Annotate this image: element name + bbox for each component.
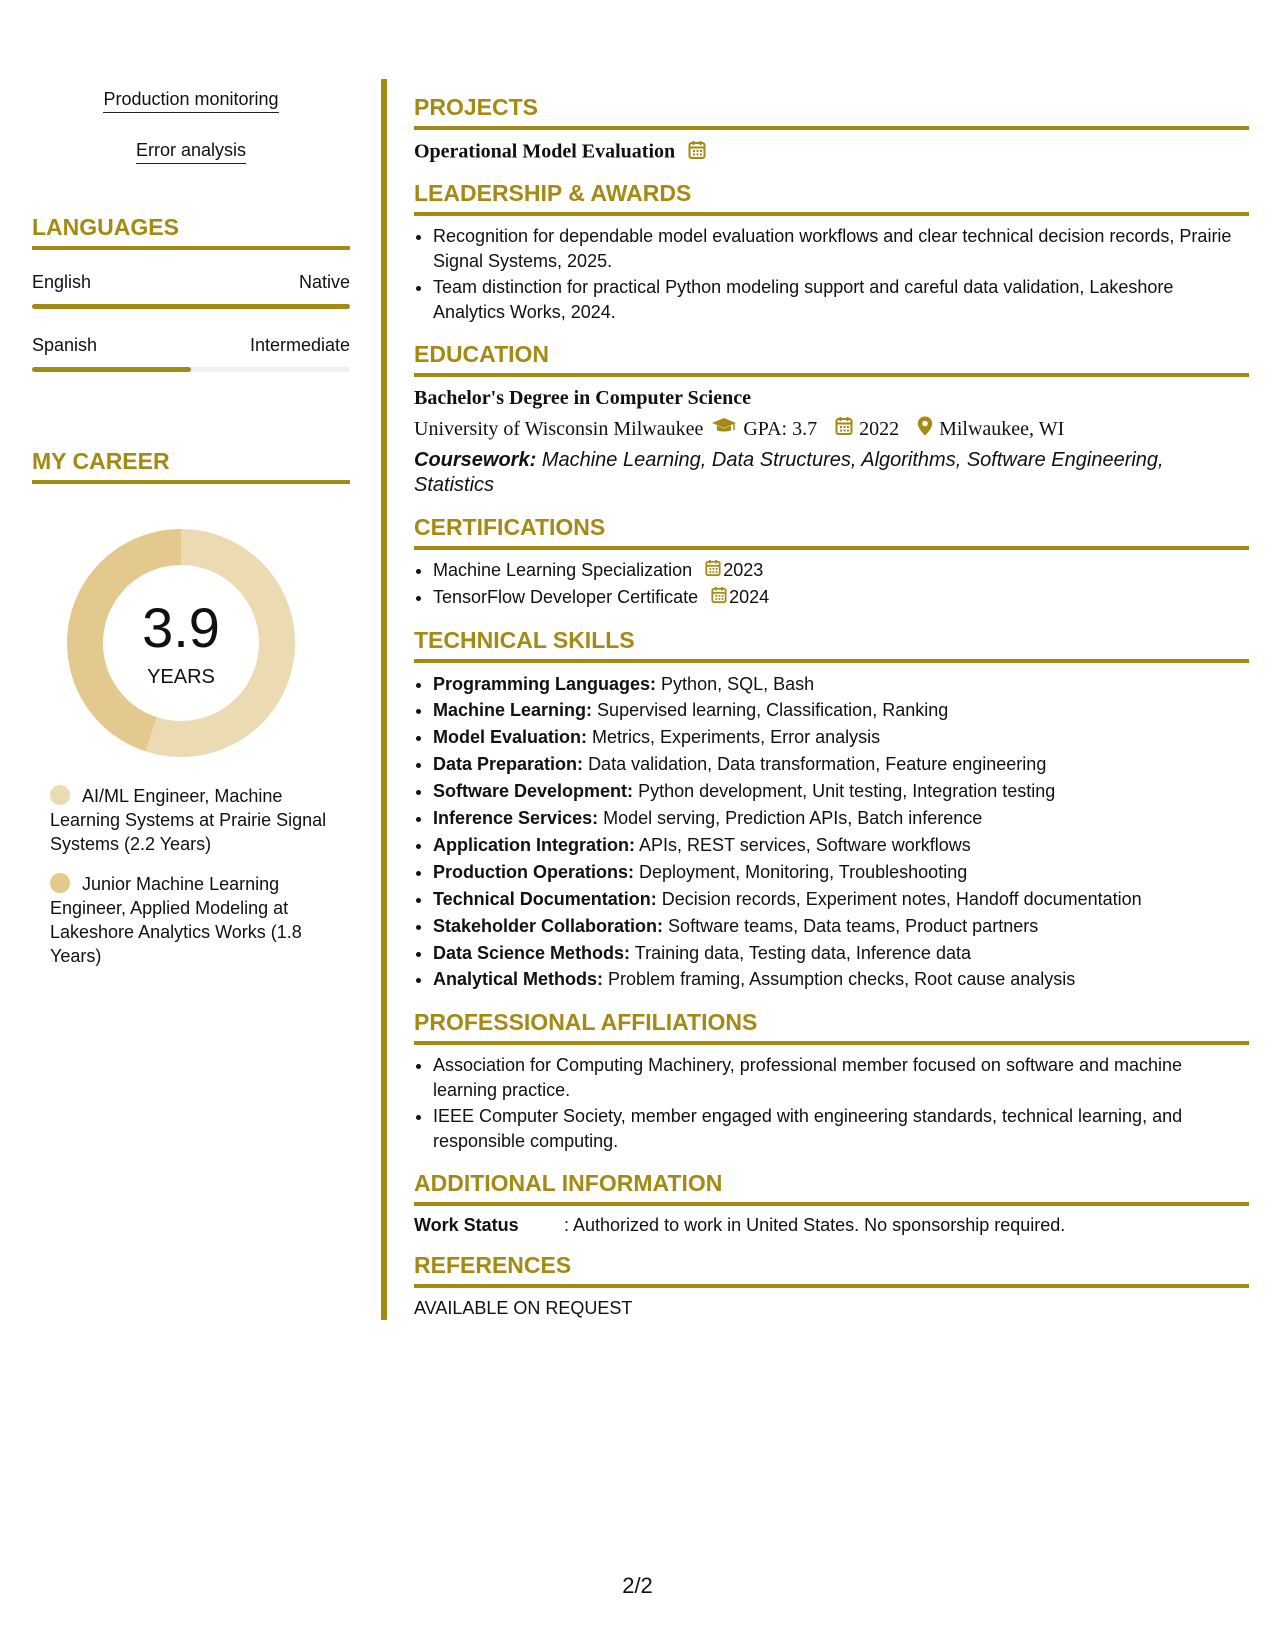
degree-title: Bachelor's Degree in Computer Science: [414, 387, 751, 409]
list-item: • Association for Computing Machinery, professional member focused on software and machine learning practice.: [433, 1053, 1249, 1103]
certification-name: TensorFlow Developer Certificate: [433, 586, 699, 607]
skill-label: Analytical Methods:: [433, 969, 604, 990]
certification-year: 2023: [723, 560, 764, 580]
career-item-text: AI/ML Engineer, Machine Learning Systems at Prairie Signal Systems (2.2 Years): [50, 786, 327, 854]
calendar-icon: [705, 559, 721, 584]
career-item-text: Junior Machine Learning Engineer, Applied Modeling at Lakeshore Analytics Works (1.8 Years): [50, 874, 302, 966]
career-dot-icon: [50, 785, 70, 805]
certifications-heading: CERTIFICATIONS: [414, 514, 1249, 550]
leadership-heading: LEADERSHIP & AWARDS: [414, 180, 1249, 216]
skill-value: Data validation, Data transformation, Feature engineering: [588, 754, 1047, 775]
certifications-list: [414, 558, 1249, 611]
language-bar-fill: [32, 304, 350, 309]
language-bar: [32, 304, 350, 309]
certification-item: [433, 585, 1249, 611]
projects-heading: PROJECTS: [414, 94, 1249, 130]
graduation-cap-icon: [711, 417, 737, 441]
skill-value: Problem framing, Assumption checks, Root cause analysis: [608, 969, 1076, 990]
column-divider: [381, 79, 387, 1320]
skill-item: [433, 697, 1249, 724]
graduation-year: 2022: [859, 417, 900, 440]
language-name: Spanish: [32, 335, 98, 355]
skill-item: [433, 724, 1249, 751]
education-heading: EDUCATION: [414, 341, 1249, 377]
skill-tag: Production monitoring: [103, 89, 278, 113]
page-number: 2/2: [622, 1573, 653, 1598]
technical-skills-heading: TECHNICAL SKILLS: [414, 627, 1249, 663]
work-status-label: Work Status: [414, 1215, 519, 1236]
skill-value: Python, SQL, Bash: [661, 673, 815, 694]
certification-item: [433, 558, 1249, 584]
location-pin-icon: [917, 416, 933, 442]
skill-value: Deployment, Monitoring, Troubleshooting: [639, 861, 968, 882]
certification-name: Machine Learning Specialization: [433, 560, 693, 580]
language-level: Native: [298, 272, 350, 292]
skill-label: Inference Services:: [433, 808, 599, 829]
skill-label: Software Development:: [433, 781, 634, 802]
skill-item: [433, 778, 1249, 805]
skill-value: Python development, Unit testing, Integration testing: [638, 781, 1056, 802]
skill-item: [433, 886, 1249, 913]
skill-value: Supervised learning, Classification, Ranking: [597, 700, 949, 721]
right-column: [414, 94, 1249, 1319]
education-details: [414, 416, 1249, 442]
career-unit-label: YEARS: [147, 666, 215, 688]
list-item: • Team distinction for practical Python modeling support and careful data validation, Lakeshore Analytics Works, 2024.: [433, 275, 1249, 325]
skill-item: [433, 940, 1249, 967]
affiliations-heading: PROFESSIONAL AFFILIATIONS: [414, 1009, 1249, 1045]
career-heading: MY CAREER: [32, 448, 350, 484]
language-item: [32, 272, 350, 309]
skill-label: Programming Languages:: [433, 673, 657, 694]
work-status-value: : Authorized to work in United States. No sponsorship required.: [564, 1215, 1066, 1236]
career-item: [32, 872, 350, 968]
skill-label: Machine Learning:: [433, 700, 593, 721]
skill-label: Production Operations:: [433, 861, 635, 882]
work-status-row: [414, 1215, 1249, 1236]
skill-item: [433, 751, 1249, 778]
gpa: GPA: 3.7: [743, 417, 818, 440]
project-title: [414, 140, 1249, 166]
leadership-list: [414, 224, 1249, 325]
skill-tag: Error analysis: [136, 140, 246, 164]
skill-value: Model serving, Prediction APIs, Batch inference: [603, 808, 983, 829]
coursework-text: Machine Learning, Data Structures, Algorithms, Software Engineering, Statistics: [414, 449, 1164, 496]
career-total-years: 3.9: [142, 596, 220, 659]
skill-label: Model Evaluation:: [433, 727, 588, 748]
language-bar: [32, 367, 350, 372]
skill-label: Technical Documentation:: [433, 888, 657, 909]
calendar-icon: [688, 140, 706, 166]
skill-item: [433, 859, 1249, 886]
coursework: [414, 448, 1249, 498]
education-location: Milwaukee, WI: [939, 417, 1065, 440]
skill-value: Decision records, Experiment notes, Handoff documentation: [661, 888, 1142, 909]
additional-info-heading: ADDITIONAL INFORMATION: [414, 1170, 1249, 1206]
skills-list: [414, 671, 1249, 994]
skill-item: [433, 966, 1249, 993]
affiliations-list: [414, 1053, 1249, 1154]
skill-item: [433, 671, 1249, 698]
references-heading: REFERENCES: [414, 1252, 1249, 1288]
skill-label: Stakeholder Collaboration:: [433, 915, 664, 936]
skill-item: [433, 832, 1249, 859]
coursework-label: Coursework:: [414, 449, 537, 471]
language-name: English: [32, 272, 92, 292]
language-item: [32, 335, 350, 372]
language-bar-fill: [32, 367, 191, 372]
school-name: University of Wisconsin Milwaukee: [414, 417, 704, 440]
calendar-icon: [835, 416, 853, 442]
language-level: Intermediate: [249, 335, 350, 355]
skill-label: Data Preparation:: [433, 754, 584, 775]
skill-value: Metrics, Experiments, Error analysis: [592, 727, 881, 748]
references-text: AVAILABLE ON REQUEST: [414, 1298, 633, 1319]
project-title-text: Operational Model Evaluation: [414, 140, 676, 163]
left-column: [32, 80, 350, 968]
skill-item: [433, 805, 1249, 832]
career-item: [32, 784, 350, 856]
career-donut-chart: [66, 528, 296, 758]
skill-label: Application Integration:: [433, 834, 635, 855]
skill-value: Training data, Testing data, Inference data: [634, 942, 971, 963]
skill-item: [433, 913, 1249, 940]
languages-heading: LANGUAGES: [32, 214, 350, 250]
skill-value: Software teams, Data teams, Product partners: [668, 915, 1039, 936]
calendar-icon: [711, 586, 727, 611]
skill-value: APIs, REST services, Software workflows: [639, 834, 971, 855]
career-dot-icon: [50, 873, 70, 893]
certification-year: 2024: [729, 586, 770, 607]
skill-label: Data Science Methods:: [433, 942, 631, 963]
list-item: • Recognition for dependable model evaluation workflows and clear technical decision records, Prairie Signal Systems, 2025.: [433, 224, 1249, 274]
list-item: • IEEE Computer Society, member engaged with engineering standards, technical learning, and responsible computing.: [433, 1104, 1249, 1154]
